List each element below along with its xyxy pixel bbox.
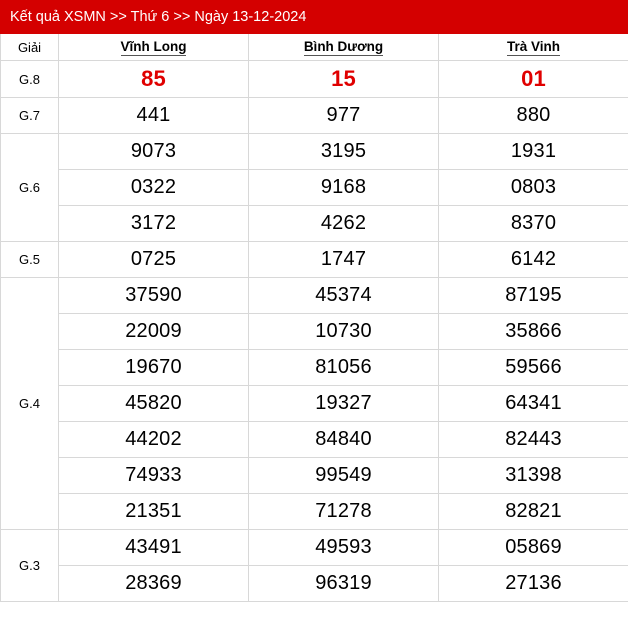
table-row [1,314,628,350]
result-number: 28369 [59,566,249,602]
result-number: 0725 [59,242,249,278]
table-row [1,494,628,530]
result-number: 0322 [59,170,249,206]
table-row [1,566,628,602]
column-header-prize: Giải [1,34,59,61]
result-number: 49593 [249,530,439,566]
table-row [1,98,628,134]
table-row [1,134,628,170]
prize-label: G.8 [1,61,59,98]
column-header-province-1 [59,34,249,61]
result-number: 1747 [249,242,439,278]
result-number: 8370 [439,206,628,242]
result-number: 99549 [249,458,439,494]
table-header-row [1,34,628,61]
result-number: 6142 [439,242,628,278]
result-number: 71278 [249,494,439,530]
table-row [1,61,628,98]
result-number: 3172 [59,206,249,242]
result-number: 82443 [439,422,628,458]
table-row [1,530,628,566]
result-number: 15 [249,61,439,98]
result-number: 4262 [249,206,439,242]
table-row [1,386,628,422]
result-number: 1931 [439,134,628,170]
result-number: 84840 [249,422,439,458]
table-row [1,278,628,314]
table-header [1,34,628,61]
result-number: 45820 [59,386,249,422]
result-number: 19327 [249,386,439,422]
result-number: 37590 [59,278,249,314]
result-number: 0803 [439,170,628,206]
result-number: 27136 [439,566,628,602]
result-number: 82821 [439,494,628,530]
result-number: 85 [59,61,249,98]
result-number: 19670 [59,350,249,386]
result-number: 35866 [439,314,628,350]
lottery-result-table [0,34,628,602]
result-number: 31398 [439,458,628,494]
result-number: 59566 [439,350,628,386]
prize-label: G.7 [1,98,59,134]
result-number: 10730 [249,314,439,350]
prize-label: G.4 [1,278,59,530]
result-number: 441 [59,98,249,134]
prize-label: G.6 [1,134,59,242]
result-number: 05869 [439,530,628,566]
province-name-3: Trà Vinh [506,38,561,54]
page-title-bar [0,0,628,34]
result-number: 64341 [439,386,628,422]
result-number: 81056 [249,350,439,386]
table-row [1,350,628,386]
table-body [1,61,628,602]
result-number: 880 [439,98,628,134]
result-number: 9073 [59,134,249,170]
table-row [1,242,628,278]
result-number: 01 [439,61,628,98]
result-number: 22009 [59,314,249,350]
table-row [1,422,628,458]
result-number: 96319 [249,566,439,602]
result-number: 977 [249,98,439,134]
prize-label: G.5 [1,242,59,278]
table-row [1,170,628,206]
result-number: 45374 [249,278,439,314]
table-row [1,458,628,494]
result-number: 3195 [249,134,439,170]
table-row [1,206,628,242]
result-number: 87195 [439,278,628,314]
province-name-2: Bình Dương [303,38,384,54]
column-header-province-2 [249,34,439,61]
result-number: 74933 [59,458,249,494]
column-header-province-3 [439,34,628,61]
result-number: 21351 [59,494,249,530]
result-number: 43491 [59,530,249,566]
result-number: 9168 [249,170,439,206]
result-number: 44202 [59,422,249,458]
page-title: Kết quả XSMN >> Thứ 6 >> Ngày 13-12-2024 [10,9,307,25]
prize-label: G.3 [1,530,59,602]
province-name-1: Vĩnh Long [120,38,187,54]
